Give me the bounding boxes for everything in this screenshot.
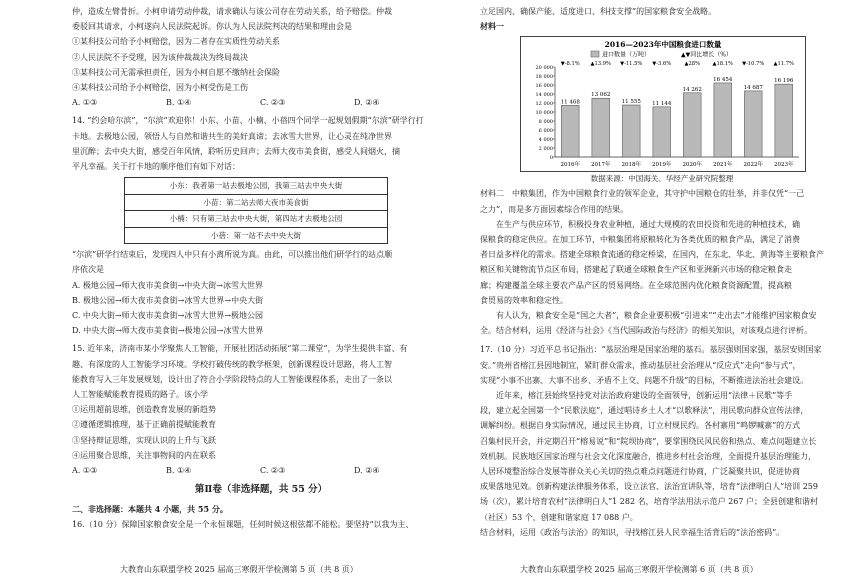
q17-question: 结合材料，运用《政治与法治》的知识，寻找榕江县人民幸福生活背后的“法治密码”。 xyxy=(480,527,785,537)
material-2-body: 保粮食的稳定供应。在加工环节，中粮集团将原粮转化为各类优质的粮食产品，满足了消费 xyxy=(480,235,800,245)
q14-text: 14. “约会哈尔滨”，“尔滨”欢迎你！小东、小苗、小楠、小蓓四个同学一起规划假期“尔滨”研学行打 xyxy=(72,116,424,126)
q15-option-d[interactable]: D. ②④ xyxy=(354,466,380,476)
material-2-question: 全。结合材料，运用《经济与社会》《当代国际政治与经济》的相关知识，对该观点进行评析。 xyxy=(480,326,812,336)
bar-value-label: 11 468 xyxy=(560,99,580,106)
q16-cont: 立足国内、确保产能、适度进口、科技支撑”的国家粮食安全战略。 xyxy=(480,7,717,16)
q17-body: （社区）53 个，创建和谐家庭 17 088 户。 xyxy=(480,512,638,522)
q13-item: ①某科技公司给予小柯赔偿，因为二者存在实质性劳动关系 xyxy=(72,37,280,47)
bar xyxy=(592,99,610,158)
y-tick-label: 8 000 xyxy=(538,119,553,126)
x-tick-label: 2021年 xyxy=(713,162,733,169)
growth-label: ▼-3.6% xyxy=(652,61,672,68)
y-tick-label: 6 000 xyxy=(538,128,553,135)
x-tick-label: 2018年 xyxy=(621,162,641,169)
q14-option-a[interactable]: A. 极地公园→师大夜市美食街→中央大街→冰雪大世界 xyxy=(72,280,263,290)
q13-item: ③某科技公司无需承担责任，因为小柯自愿不缴纳社会保险 xyxy=(72,67,280,77)
q13-item: ②人民法院不予受理，因为该仲裁裁决为终局裁决 xyxy=(72,52,248,62)
right-footer: 大教育山东联盟学校 2025 届高三寒假开学检测第 6 页（共 8 页） xyxy=(520,565,758,574)
growth-label: ▼-10.7% xyxy=(742,61,765,68)
bar-value-label: 14 262 xyxy=(682,87,702,94)
left-footer: 大教育山东联盟学校 2025 届高三寒假开学检测第 5 页（共 8 页） xyxy=(120,565,358,574)
x-tick-label: 2020年 xyxy=(682,162,702,169)
growth-label: ▼-8.1% xyxy=(560,61,580,68)
q15-item: ①运用超前思维，创造教育发展的新趋势 xyxy=(72,405,216,415)
q14-text: 里沉醉；去中央大街，感受百年风情，聆听历史回声；去师大夜市美食街，感受人间烟火，摘 xyxy=(72,146,400,156)
dialogue-row: 小蓓：第一站不去中央大街 xyxy=(211,230,301,240)
q14-option-b[interactable]: B. 极地公园→师大夜市美食街→冰雪大世界→中央大街 xyxy=(72,295,264,305)
q14-option-c[interactable]: C. 中央大街→师大夜市美食街→冰雪大世界→极地公园 xyxy=(72,311,264,321)
material-2-line: 之力”，而是多方面因素综合作用的结果。 xyxy=(480,204,629,214)
material-2-body: 廊；构建覆盖全球主要农产品产区的贸易网络。在全球范围内优化粮食资源配置，提高粮 xyxy=(480,280,792,290)
x-tick-label: 2022年 xyxy=(743,162,763,169)
import-chart xyxy=(520,36,806,172)
bar xyxy=(714,83,732,157)
q15-item: ④运用聚合思维，关注事物间的内在联系 xyxy=(72,450,216,460)
q13-options xyxy=(72,95,450,110)
chart-title: 2016—2023年中国粮食进口数量 xyxy=(604,40,722,50)
q15-option-c[interactable]: C. ②③ xyxy=(260,466,286,476)
bar-value-label: 16 196 xyxy=(774,78,794,85)
q14-after: 序依次是 xyxy=(72,265,104,275)
y-tick-label: 14 000 xyxy=(535,92,553,99)
growth-label: ▲18.1% xyxy=(712,61,733,68)
bar xyxy=(683,93,701,157)
y-tick-label: 20 000 xyxy=(535,65,553,72)
q14-after: “尔滨”研学行结束后，发现四人中只有小离所说为真。由此，可以推出他们研学行的站点顺 xyxy=(72,250,393,260)
y-tick-label: 0 xyxy=(549,155,553,162)
q14-text: 平凡幸福。关于打卡地的顺序他们有如下对话： xyxy=(72,162,240,172)
legend-growth: ▲▼同比增长（%） xyxy=(681,51,732,59)
q13-tail-line: 仲，造成左臂骨折。小柯申请劳动仲裁，请求确认与该公司存在劳动关系，给予赔偿。仲裁 xyxy=(72,7,392,16)
y-tick-label: 16 000 xyxy=(535,83,553,90)
legend-swatch xyxy=(591,51,599,57)
q13-option-a[interactable]: A. ①③ xyxy=(72,98,98,108)
x-tick-label: 2023年 xyxy=(774,162,794,169)
dialogue-table xyxy=(124,177,388,244)
chart-source: 数据来源：中国海关、华经产业研究院整理 xyxy=(590,174,734,184)
growth-label: ▲11.7% xyxy=(773,61,794,68)
growth-label: ▼-11.5% xyxy=(620,61,643,68)
growth-label: ▲28% xyxy=(684,61,701,68)
right-page xyxy=(480,4,840,540)
dialogue-row: 小楠：只有第三站去中央大街，第四站才去极地公园 xyxy=(125,211,387,228)
section-subtitle: 二、非选择题：本题共 4 小题，共 55 分。 xyxy=(72,504,228,515)
bar xyxy=(622,105,640,157)
q15-option-a[interactable]: A. ①③ xyxy=(72,466,98,476)
q15-item: ②遵循逻辑推理，基于正确前提赋能教育 xyxy=(72,420,216,430)
q15-text: 趣、有深度的人工智能学习环境。学校打破传统的教学框架，创新课程设计思路，将人工智 xyxy=(72,359,392,369)
left-page xyxy=(72,4,450,533)
q16-start: 16.（10 分）保障国家粮食安全是一个永恒课题，任何时候这根弦都不能松。要坚持“以我为主、 xyxy=(72,520,414,530)
material-2-question: 有人认为，粮食安全是“国之大者”，粮食企业要积极“引进来”“走出去”才能维护国家粮食安 xyxy=(496,311,817,321)
q17-body: 效机制。民族地区国家治理与社会文化深度融合，推进乡村社会治理，全面提升基层治理能力， xyxy=(480,451,816,461)
material-2-body: 者日益多样化的需求。搭建全球粮食流通的稳定桥梁，在国内，在东北、华北、黄海等主要粮食产 xyxy=(480,250,824,260)
q15-text: 能教育写入三年发展规划，设计出了符合小学阶段特点的人工智能课程体系，走出了一条以 xyxy=(72,374,392,384)
q15-text: 人工智能赋能教育提质的路子。该小学 xyxy=(72,390,208,400)
q17-intro: 安。”贵州省榕江县因地制宜，紧盯群众需求，推动基层社会治理从“反应式”走向“参与式”， xyxy=(480,360,801,370)
material-1-label: 材料一 xyxy=(480,21,504,32)
y-tick-label: 12 000 xyxy=(535,101,553,108)
bar xyxy=(653,107,671,157)
bar-value-label: 14 687 xyxy=(743,85,763,92)
material-2-body: 食贸易的效率和稳定性。 xyxy=(480,295,568,305)
q17-body: 成果落地见效。创新构建法律服务体系，设立法官、法治宣讲队等，培育“法律明白人”培训 259 xyxy=(480,482,818,492)
material-2-body: 在生产与供应环节，积极投身农业种植，通过大规模的农田投资和先进的种植技术，确 xyxy=(496,219,800,229)
bar-value-label: 11 555 xyxy=(621,99,641,106)
bar xyxy=(744,91,762,157)
x-tick-label: 2019年 xyxy=(652,162,672,169)
q13-item: ④某科技公司给予小柯赔偿，因为小柯受伤是工伤 xyxy=(72,83,248,93)
y-tick-label: 2 000 xyxy=(538,146,553,153)
x-tick-label: 2017年 xyxy=(591,162,611,169)
legend-volume: 进口数量（万吨） xyxy=(602,51,651,59)
q17-intro: 实现“小事不出寨、大事不出乡、矛盾不上交、问题不升级”的目标，不断推进法治社会建设。 xyxy=(480,375,809,385)
bar xyxy=(561,106,579,158)
q14-option-d[interactable]: D. 中央大街→师大夜市美食街→极地公园→冰雪大世界 xyxy=(72,326,264,336)
bar-value-label: 11 144 xyxy=(652,101,672,108)
q17-body: 人居环境整治综合发展等群众关心关切的热点难点问题进行协商，广泛凝聚共识，促进协商 xyxy=(480,467,800,477)
y-tick-label: 18 000 xyxy=(535,74,553,81)
dialogue-row: 小东：我者第一站去极地公园，我第三站去中央大街 xyxy=(125,178,387,195)
chart-svg xyxy=(521,37,805,171)
q13-option-d[interactable]: D. ②④ xyxy=(354,98,380,108)
y-tick-label: 10 000 xyxy=(535,110,553,117)
y-tick-label: 4 000 xyxy=(538,137,553,144)
q15-item: ③坚持辩证思维，实现认识的上升与飞跃 xyxy=(72,435,216,445)
material-2-body: 粮区和关键物流节点区布局，搭建起了联通全球粮食生产区和亚洲新兴市场的稳定粮食走 xyxy=(480,265,792,275)
section-title: 第Ⅱ卷（非选择题，共 55 分） xyxy=(194,484,328,496)
q15-options xyxy=(72,463,450,478)
dialogue-row: 小苗：第二站去师大夜市美食街 xyxy=(125,195,387,212)
q17-intro: 17.（10 分）习近平总书记指出：“基层治理是国家治理的基石。基层强则国家强，基层安则国家 xyxy=(480,345,822,355)
q13-tail-line: 委驳回其请求，小柯遂向人民法院起诉。你认为人民法院判决的结果和理由会是 xyxy=(72,22,352,32)
q17-body: 场（次），累计培育农村“法律明白人”1 282 名，培育学法用法示范户 267 户；全县创建和谐村 xyxy=(480,497,818,507)
growth-label: ▲13.9% xyxy=(590,61,611,68)
bar-value-label: 16 454 xyxy=(713,77,733,84)
bar xyxy=(775,85,793,158)
q13-option-c[interactable]: C. ②③ xyxy=(260,98,286,108)
q17-body: 召集村民开会，并定期召开“榕易说”和“院坝协商”，要掌围绕民风民俗和热点、难点问题建立长 xyxy=(480,436,817,446)
q17-body: 调解纠纷。根据自身实际情况，通过民主协商，订立村规民约。各村寨用“鸣锣喊寨”的方式 xyxy=(480,421,801,431)
q17-body: 近年来，榕江县始终坚持党对法治政府建设的全面领导，创新运用“法律＋民歌”等手 xyxy=(496,391,793,401)
q13-option-b[interactable]: B. ①④ xyxy=(166,98,192,108)
q17-body: 段，建立起全国第一个“民歌法庭”，通过唱诗乡土人才“以歌释法”，用民歌向群众宣传法律， xyxy=(480,406,809,416)
q15-text: 15. 近年来，济南市某小学聚焦人工智能，开展社团活动拓展“第二课堂”，为学生提供丰富、有 xyxy=(72,344,408,354)
x-tick-label: 2016年 xyxy=(560,162,580,169)
bar-value-label: 13 062 xyxy=(591,92,611,99)
material-2-line: 材料二 中粮集团，作为中国粮食行业的领军企业，其守护中国粮仓的壮举，并非仅凭“一己 xyxy=(480,189,805,199)
q14-text: 卡地。去极地公园，领悟人与自然和谐共生的美好真谛；去冰雪大世界，让心灵在纯净世界 xyxy=(72,131,392,141)
q15-option-b[interactable]: B. ①④ xyxy=(166,466,192,476)
